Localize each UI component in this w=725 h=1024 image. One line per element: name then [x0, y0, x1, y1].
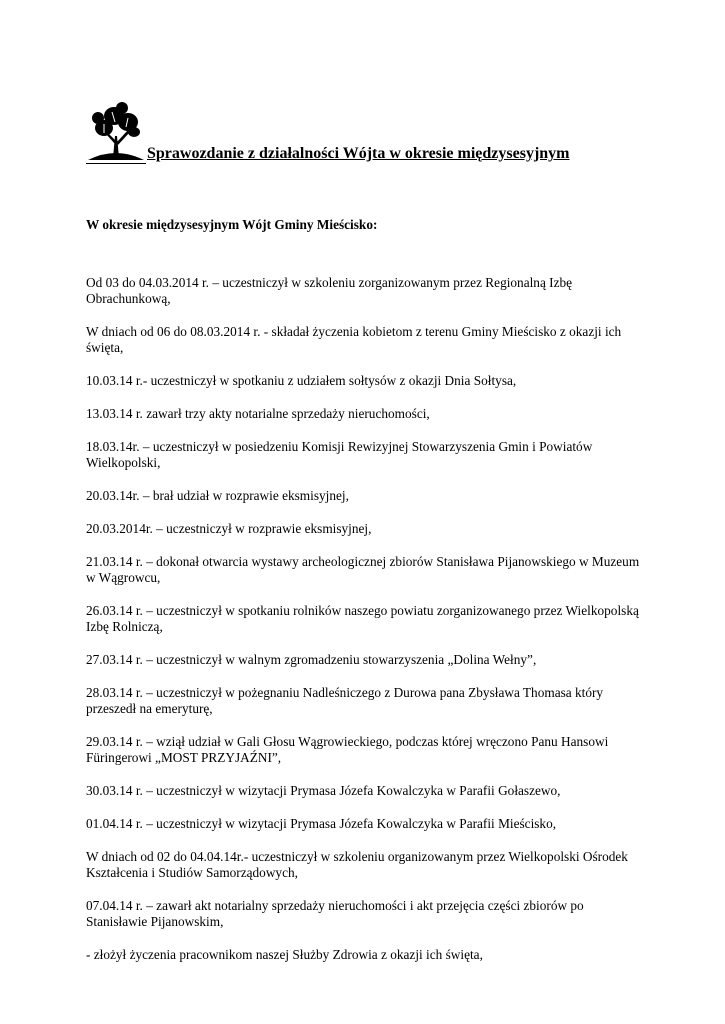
activity-entry: 29.03.14 r. – wziął udział w Gali Głosu Wągrowieckiego, podczas której wręczono Panu Hansowi Füringerowi „MOST PRZYJAŹNI”, [86, 734, 609, 765]
activity-entry: 30.03.14 r. – uczestniczył w wizytacji Prymasa Józefa Kowalczyka w Parafii Gołaszewo, [86, 783, 561, 798]
tree-logo-icon [86, 100, 146, 164]
activity-entry: Od 03 do 04.03.2014 r. – uczestniczył w szkoleniu zorganizowanym przez Regionalną Izbę Obrachunkową, [86, 275, 573, 306]
intro-heading: W okresie międzysesyjnym Wójt Gminy Mieścisko: [86, 217, 378, 232]
activity-entry: 26.03.14 r. – uczestniczył w spotkaniu rolników naszego powiatu zorganizowanego przez Wielkopolską Izbę Rolniczą, [86, 603, 639, 634]
activity-entry: W dniach od 06 do 08.03.2014 r. - składał życzenia kobietom z terenu Gminy Mieścisko z okazji ich święta, [86, 324, 622, 355]
activity-entry: 07.04.14 r. – zawarł akt notarialny sprzedaży nieruchomości i akt przejęcia części zbiorów po Stanisławie Pijanowskim, [86, 898, 584, 929]
document-header [86, 100, 646, 166]
activity-list [86, 275, 646, 980]
logo-underline [86, 163, 146, 164]
activity-entry: 27.03.14 r. – uczestniczył w walnym zgromadzeniu stowarzyszenia „Dolina Wełny”, [86, 652, 537, 667]
activity-entry: 01.04.14 r. – uczestniczył w wizytacji Prymasa Józefa Kowalczyka w Parafii Mieścisko, [86, 816, 557, 831]
activity-entry: - złożył życzenia pracownikom naszej Służby Zdrowia z okazji ich święta, [86, 947, 483, 962]
activity-entry: 28.03.14 r. – uczestniczył w pożegnaniu Nadleśniczego z Durowa pana Zbysława Thomasa który przeszedł na emeryturę, [86, 685, 604, 716]
activity-entry: 21.03.14 r. – dokonał otwarcia wystawy archeologicznej zbiorów Stanisława Pijanowskiego w Muzeum w Wągrowcu, [86, 554, 640, 585]
activity-entry: 10.03.14 r.- uczestniczył w spotkaniu z udziałem sołtysów z okazji Dnia Sołtysa, [86, 373, 517, 388]
activity-entry: 18.03.14r. – uczestniczył w posiedzeniu Komisji Rewizyjnej Stowarzyszenia Gmin i Powiatów Wielkopolski, [86, 439, 593, 470]
activity-entry: 13.03.14 r. zawarł trzy akty notarialne sprzedaży nieruchomości, [86, 406, 430, 421]
activity-entry: W dniach od 02 do 04.04.14r.- uczestniczył w szkoleniu organizowanym przez Wielkopolski Ośrodek Kształcenia i Studiów Samorządowych, [86, 849, 628, 880]
activity-entry: 20.03.2014r. – uczestniczył w rozprawie eksmisyjnej, [86, 521, 372, 536]
activity-entry: 20.03.14r. – brał udział w rozprawie eksmisyjnej, [86, 488, 349, 503]
page-title: Sprawozdanie z działalności Wójta w okresie międzysesyjnym [147, 145, 570, 162]
